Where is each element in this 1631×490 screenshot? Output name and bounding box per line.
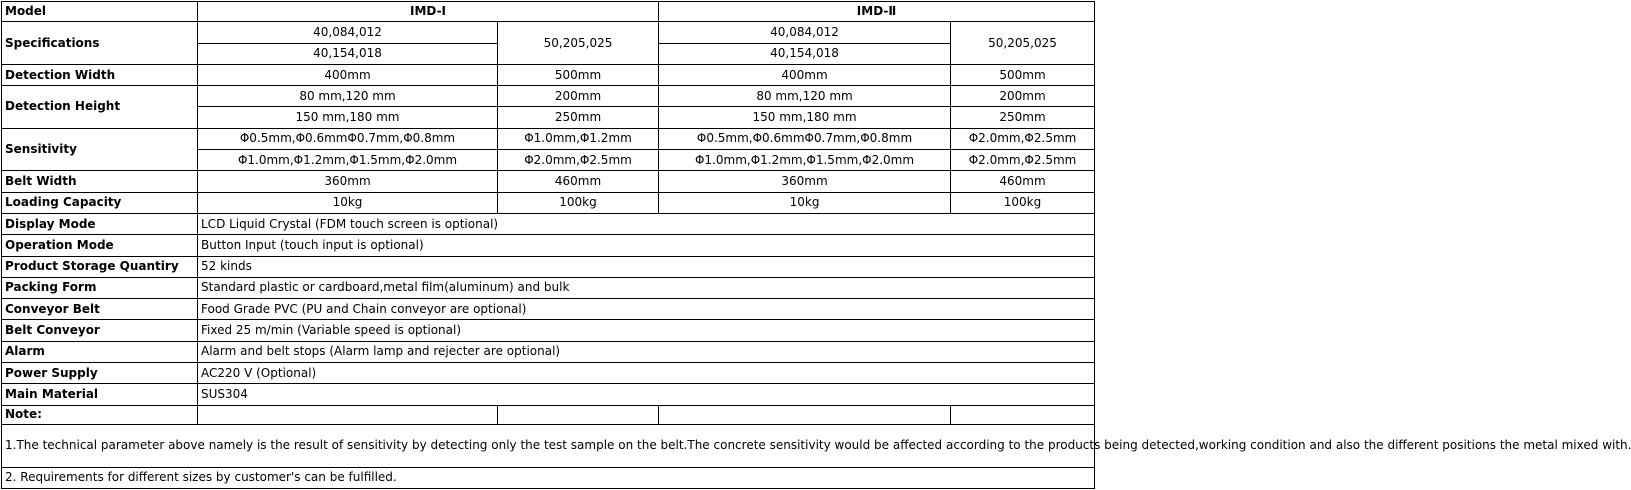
belt-conveyor-label: Belt Conveyor <box>2 320 198 341</box>
sensitivity-label: Sensitivity <box>2 128 198 171</box>
detection-width-value: 400mm <box>198 64 498 85</box>
conveyor-belt-value: Food Grade PVC (PU and Chain conveyor are optional) <box>198 299 1095 320</box>
main-material-label: Main Material <box>2 384 198 405</box>
operation-mode-row <box>2 235 1095 256</box>
display-mode-row <box>2 213 1095 234</box>
sensitivity-value: Φ2.0mm,Φ2.5mm <box>951 150 1095 171</box>
belt-width-label: Belt Width <box>2 171 198 192</box>
sensitivity-value: Φ1.0mm,Φ1.2mm,Φ1.5mm,Φ2.0mm <box>198 150 498 171</box>
conveyor-belt-label: Conveyor Belt <box>2 299 198 320</box>
power-supply-value: AC220 V (Optional) <box>198 363 1095 384</box>
spec-imd2-a2: 40,154,018 <box>659 43 951 64</box>
detection-height-value: 250mm <box>951 107 1095 128</box>
detection-width-label: Detection Width <box>2 64 198 85</box>
sensitivity-value: Φ1.0mm,Φ1.2mm,Φ1.5mm,Φ2.0mm <box>659 150 951 171</box>
note-label: Note: <box>2 405 198 424</box>
specifications-row <box>2 22 1095 43</box>
loading-capacity-row <box>2 192 1095 213</box>
spec-imd2-b: 50,205,025 <box>951 22 1095 65</box>
detection-height-value: 80 mm,120 mm <box>198 86 498 107</box>
packing-form-label: Packing Form <box>2 277 198 298</box>
power-supply-row <box>2 363 1095 384</box>
belt-width-value: 360mm <box>659 171 951 192</box>
product-storage-value: 52 kinds <box>198 256 1095 277</box>
power-supply-label: Power Supply <box>2 363 198 384</box>
belt-conveyor-value: Fixed 25 m/min (Variable speed is optional) <box>198 320 1095 341</box>
detection-height-value: 250mm <box>498 107 659 128</box>
spec-imd2-a1: 40,084,012 <box>659 22 951 43</box>
sensitivity-row <box>2 128 1095 149</box>
note-row <box>2 405 1095 424</box>
note-empty-cell <box>951 405 1095 424</box>
model-label: Model <box>2 2 198 22</box>
product-storage-label: Product Storage Quantiry <box>2 256 198 277</box>
operation-mode-label: Operation Mode <box>2 235 198 256</box>
main-material-row <box>2 384 1095 405</box>
note-1-row <box>2 424 1095 467</box>
detection-height-value: 150 mm,180 mm <box>198 107 498 128</box>
detection-height-value: 80 mm,120 mm <box>659 86 951 107</box>
conveyor-belt-row <box>2 299 1095 320</box>
note-empty-cell <box>659 405 951 424</box>
packing-form-value: Standard plastic or cardboard,metal film(aluminum) and bulk <box>198 277 1095 298</box>
detection-width-value: 500mm <box>498 64 659 85</box>
detection-height-value: 150 mm,180 mm <box>659 107 951 128</box>
detection-height-value: 200mm <box>498 86 659 107</box>
detection-width-value: 500mm <box>951 64 1095 85</box>
note-2-row <box>2 467 1095 489</box>
operation-mode-value: Button Input (touch input is optional) <box>198 235 1095 256</box>
loading-capacity-value: 100kg <box>498 192 659 213</box>
display-mode-value: LCD Liquid Crystal (FDM touch screen is optional) <box>198 213 1095 234</box>
detection-height-value: 200mm <box>951 86 1095 107</box>
belt-width-value: 460mm <box>498 171 659 192</box>
spec-imd1-b: 50,205,025 <box>498 22 659 65</box>
note-2-text: 2. Requirements for different sizes by customer's can be fulfilled. <box>2 467 1095 489</box>
loading-capacity-value: 100kg <box>951 192 1095 213</box>
belt-conveyor-row <box>2 320 1095 341</box>
detection-width-row <box>2 64 1095 85</box>
belt-width-row <box>2 171 1095 192</box>
detection-height-row <box>2 86 1095 107</box>
header-row <box>2 2 1095 22</box>
sensitivity-value: Φ1.0mm,Φ1.2mm <box>498 128 659 149</box>
loading-capacity-value: 10kg <box>198 192 498 213</box>
detection-height-label: Detection Height <box>2 86 198 129</box>
imd1-header: IMD-Ⅰ <box>198 2 659 22</box>
specifications-label: Specifications <box>2 22 198 65</box>
packing-form-row <box>2 277 1095 298</box>
spec-table <box>1 1 1631 489</box>
alarm-value: Alarm and belt stops (Alarm lamp and rejecter are optional) <box>198 341 1095 362</box>
note-empty-cell <box>498 405 659 424</box>
main-material-value: SUS304 <box>198 384 1095 405</box>
loading-capacity-value: 10kg <box>659 192 951 213</box>
note-1-text: 1.The technical parameter above namely is the result of sensitivity by detecting only the test sample on the belt.The concrete sensitivity would be affected according to the products being detected,working condition and also the different positions the metal mixed with. <box>2 424 1095 467</box>
display-mode-label: Display Mode <box>2 213 198 234</box>
loading-capacity-label: Loading Capacity <box>2 192 198 213</box>
belt-width-value: 460mm <box>951 171 1095 192</box>
note-empty-cell <box>198 405 498 424</box>
alarm-label: Alarm <box>2 341 198 362</box>
imd2-header: IMD-Ⅱ <box>659 2 1095 22</box>
sensitivity-value: Φ0.5mm,Φ0.6mmΦ0.7mm,Φ0.8mm <box>198 128 498 149</box>
sensitivity-value: Φ0.5mm,Φ0.6mmΦ0.7mm,Φ0.8mm <box>659 128 951 149</box>
belt-width-value: 360mm <box>198 171 498 192</box>
detection-width-value: 400mm <box>659 64 951 85</box>
sensitivity-value: Φ2.0mm,Φ2.5mm <box>498 150 659 171</box>
sensitivity-value: Φ2.0mm,Φ2.5mm <box>951 128 1095 149</box>
product-storage-row <box>2 256 1095 277</box>
spec-imd1-a2: 40,154,018 <box>198 43 498 64</box>
alarm-row <box>2 341 1095 362</box>
spec-imd1-a1: 40,084,012 <box>198 22 498 43</box>
